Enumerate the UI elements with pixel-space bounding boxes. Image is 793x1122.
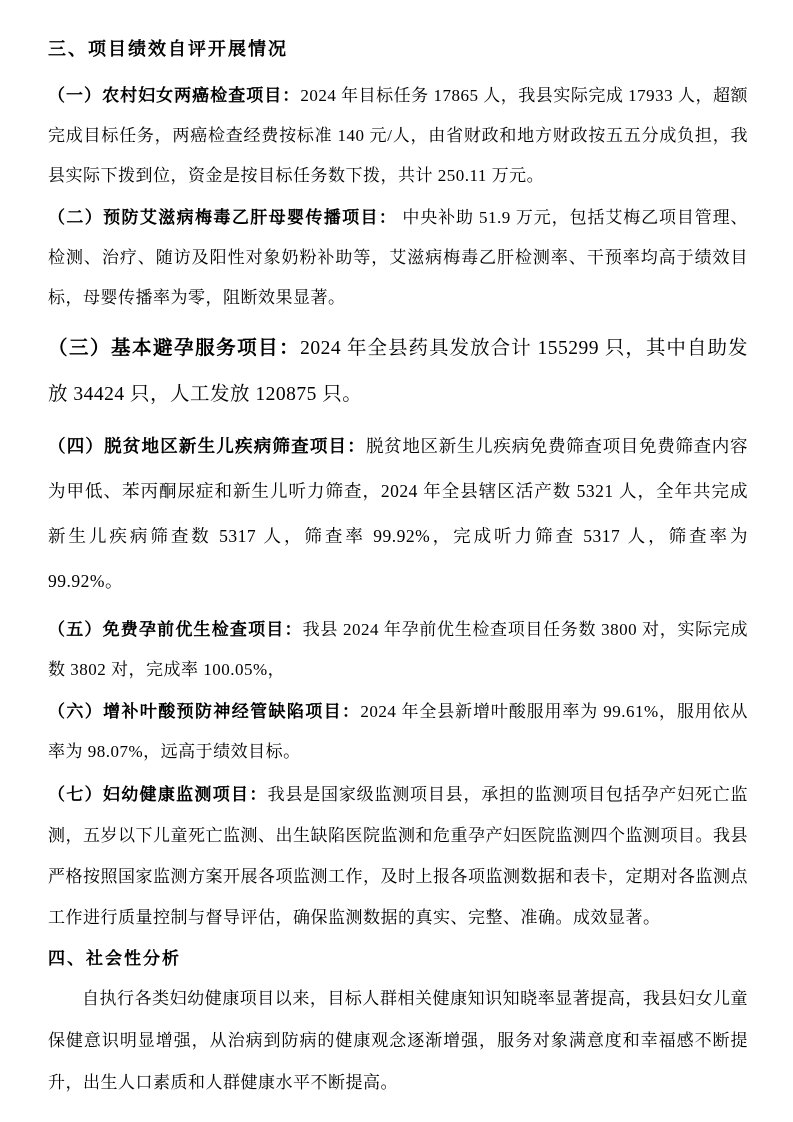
project-paragraph-7 [48,774,748,938]
project-label-5: （五）免费孕前优生检查项目： [48,620,303,639]
project-label-1: （一）农村妇女两癌检查项目： [48,86,301,105]
project-label-2: （二）预防艾滋病梅毒乙肝母婴传播项目： [48,208,398,227]
project-label-6: （六）增补叶酸预防神经管缺陷项目： [48,702,361,721]
project-label-4: （四）脱贫地区新生儿疾病筛查项目： [48,436,366,456]
project-text-4: 脱贫地区新生儿疾病免费筛查项目免费筛查内容为甲低、苯丙酮尿症和新生儿听力筛查，2024 年全县辖区活产数 5321 人，全年共完成新生儿疾病筛查数 5317 人，筛查率 99.92%，完成听力筛查 5317 人，筛查率为 99.92%。 [48,436,749,591]
section3-heading: 三、项目绩效自评开展情况 [48,39,288,59]
project-label-7: （七）妇幼健康监测项目： [48,785,268,804]
project-text-1: 2024 年目标任务 17865 人，我县实际完成 17933 人，超额完成目标任务，两癌检查经费按标准 140 元/人，由省财政和地方财政按五五分成负担，我县实际下拨到位，资金是按目标任务数下拨，共计 250.11 万元。 [48,86,749,185]
project-paragraph-4 [48,424,748,604]
project-text-2: 中央补助 51.9 万元，包括艾梅乙项目管理、检测、治疗、随访及阳性对象奶粉补助等，艾滋病梅毒乙肝检测率、干预率均高于绩效目标，母婴传播率为零，阻断效果显著。 [48,208,748,307]
project-paragraph-6 [48,692,748,772]
section4-heading: 四、社会性分析 [48,949,181,968]
project-text-5: 我县 2024 年孕前优生检查项目任务数 3800 对，实际完成数 3802 对，完成率 100.05%， [48,620,749,679]
project-text-6: 2024 年全县新增叶酸服用率为 99.61%，服用依从率为 98.07%，远高于绩效目标。 [48,702,748,761]
project-paragraph-1 [48,76,748,196]
project-paragraph-2 [48,198,748,318]
project-label-3: （三）基本避孕服务项目： [48,338,301,359]
project-text-3: 2024 年全县药具发放合计 155299 只，其中自助发放 34424 只，人工发放 120875 只。 [48,338,748,405]
project-paragraph-3 [48,326,748,418]
project-paragraph-5 [48,610,748,690]
social-analysis-paragraph: 自执行各类妇幼健康项目以来，目标人群相关健康知识知晓率显著提高，我县妇女儿童保健意识明显增强，从治病到防病的健康观念逐渐增强，服务对象满意度和幸福感不断提升，出生人口素质和人群健康水平不断提高。 [48,989,748,1092]
project-text-7: 我县是国家级监测项目县，承担的监测项目包括孕产妇死亡监测，五岁以下儿童死亡监测、出生缺陷医院监测和危重孕产妇医院监测四个监测项目。我县严格按照国家监测方案开展各项监测工作，及时上报各项监测数据和表卡，定期对各监测点工作进行质量控制与督导评估，确保监测数据的真实、完整、准确。成效显著。 [48,785,749,927]
